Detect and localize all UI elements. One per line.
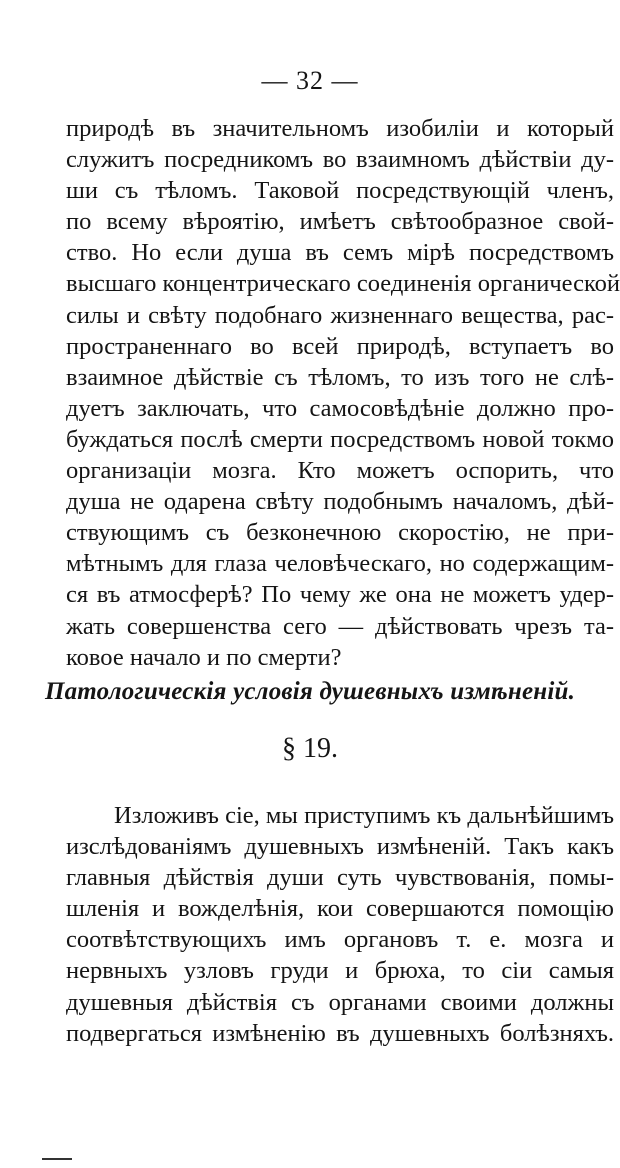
text-line: ши съ тѣломъ. Таковой посредствующій членъ, [66, 177, 614, 205]
text-line: высшаго концентрическаго соединенія органической [66, 270, 620, 298]
text-line: ковое начало и по смерти? [66, 643, 342, 671]
text-line: нервныхъ узловъ груди и брюха, то сіи самыя [66, 957, 614, 985]
text-line: ствующимъ съ безконечною скоростію, не при- [66, 519, 614, 547]
text-line: дуетъ заключать, что самосовѣдѣніе должно про- [66, 394, 614, 422]
section-number: § 19. [282, 733, 338, 764]
text-line: душа не одарена свѣту подобнымъ началомъ, дѣй- [66, 488, 614, 516]
text-line: ся въ атмосферѣ? По чему же она не можетъ удер- [66, 581, 614, 609]
text-line: главныя дѣйствія души суть чувствованія, помы- [66, 864, 614, 892]
text-line: жать совершенства сего — дѣйствовать чрезъ та- [66, 612, 614, 640]
text-line: организаціи мозга. Кто можетъ оспорить, что [66, 457, 614, 485]
text-line: мѣтнымъ для глаза человѣческаго, но содержащим- [66, 550, 614, 578]
text-line: шленія и вожделѣнія, кои совершаются помощію [66, 895, 614, 923]
paragraph-section-19 [66, 800, 614, 1049]
text-line: душевныя дѣйствія съ органами своими должны [66, 988, 614, 1016]
text-line: пространеннаго во всей природѣ, вступаетъ во [66, 332, 614, 360]
section-heading: Патологическія условія душевныхъ измѣненій. [44, 678, 576, 705]
text-line: по всему вѣроятію, имѣетъ свѣтообразное свой- [66, 208, 614, 236]
text-line: Изложивъ сіе, мы приступимъ къ дальнѣйшимъ [114, 802, 614, 829]
text-line: изслѣдованіямъ душевныхъ измѣненій. Такъ какъ [66, 833, 614, 861]
page-number: — 32 — [261, 66, 359, 95]
text-line: силы и свѣту подобнаго жизненнаго вещества, рас- [66, 301, 614, 329]
margin-rule [42, 1158, 72, 1160]
text-line: служитъ посредникомъ во взаимномъ дѣйствіи ду- [66, 146, 614, 174]
text-line: подвергаться измѣненію въ душевныхъ болѣзняхъ. [66, 1019, 614, 1047]
text-line: соотвѣтствующихъ имъ органовъ т. е. мозга и [66, 926, 614, 954]
text-line: буждаться послѣ смерти посредствомъ новой токмо [66, 425, 614, 453]
paragraph-continuation [66, 113, 620, 673]
text-line: природѣ въ значительномъ изобиліи и который [66, 115, 614, 142]
text-line: взаимное дѣйствіе съ тѣломъ, то изъ того не слѣ- [66, 363, 614, 391]
text-line: ство. Но если душа въ семъ мірѣ посредствомъ [66, 239, 614, 267]
